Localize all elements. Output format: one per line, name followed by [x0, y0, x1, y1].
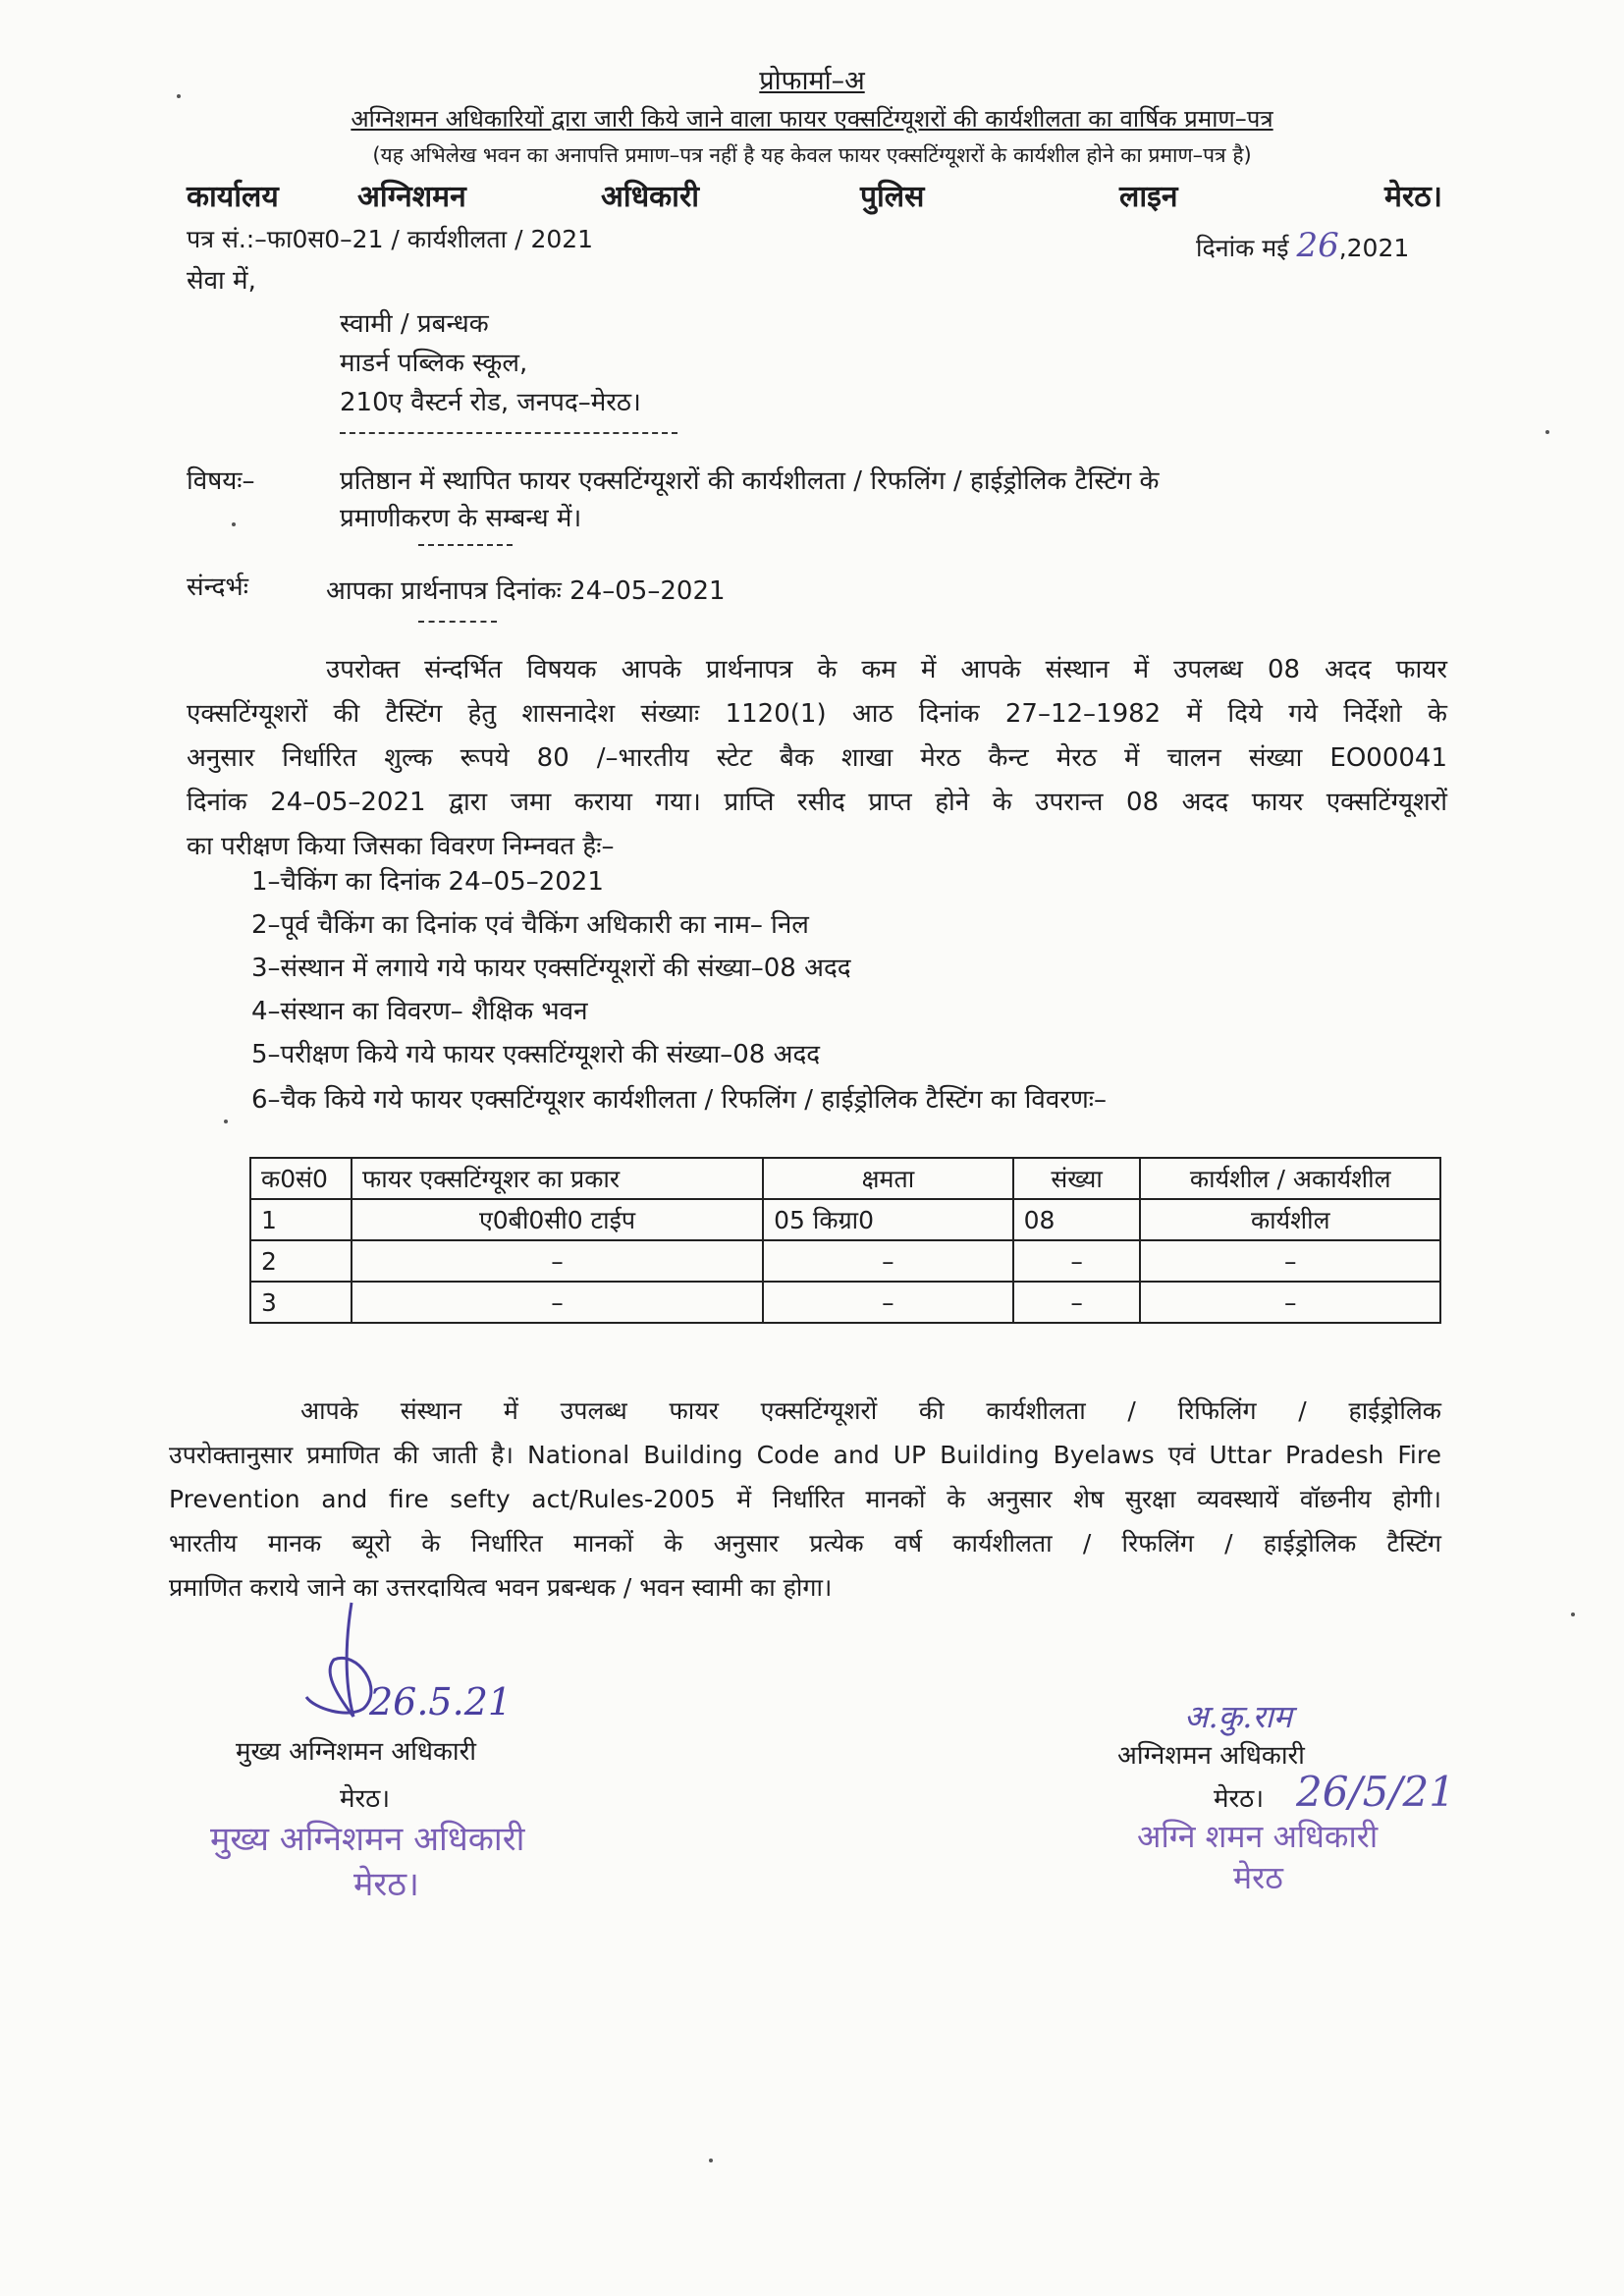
- para1-line: का परीक्षण किया जिसका विवरण निम्नवत हैः–: [187, 832, 615, 861]
- cell-status: –: [1140, 1282, 1440, 1323]
- office-word-3: अधिकारी: [601, 180, 699, 214]
- table-row: [250, 1240, 1440, 1282]
- scan-speck: [177, 94, 181, 98]
- disclaimer: (यह अभिलेख भवन का अनापत्ति प्रमाण–पत्र नहीं है यह केवल फायर एक्सटिंग्यूशरों के कार्यशील होने का प्रमाण–पत्र है): [372, 143, 1252, 167]
- reference-text: आपका प्रार्थनापत्र दिनांकः 24–05–2021: [326, 576, 726, 606]
- header-capacity: क्षमता: [763, 1158, 1013, 1199]
- para1-line: अनुसार निर्धारित शुल्क रूपये 80 /–भारतीय स्टेट बैक शाखा मेरठ कैन्ट मेरठ में चालन संख्या EO00041: [187, 743, 1447, 773]
- date-day-handwritten: 26: [1296, 226, 1339, 265]
- cell-capacity: 05 किग्रा0: [763, 1199, 1013, 1240]
- scan-speck: [224, 1120, 228, 1123]
- left-signatory-place: मेरठ।: [340, 1784, 391, 1814]
- left-stamp-line-1: मुख्य अग्निशमन अधिकारी: [210, 1820, 525, 1859]
- list-item: 1–चैकिंग का दिनांक 24–05–2021: [251, 867, 604, 897]
- cell-serial: 2: [250, 1240, 352, 1282]
- table-header-row: [250, 1158, 1440, 1199]
- subject-label: विषयः–: [187, 466, 255, 496]
- list-item: 4–संस्थान का विवरण– शैक्षिक भवन: [251, 997, 588, 1026]
- cell-serial: 3: [250, 1282, 352, 1323]
- date-prefix: दिनांक मई: [1196, 234, 1289, 262]
- header-status: कार्यशील / अकार्यशील: [1140, 1158, 1440, 1199]
- para2-line: Prevention and fire sefty act/Rules-2005 में निर्धारित मानकों के अनुसार शेष सुरक्षा व्यवस्थायें वॉछनीय होगी।: [169, 1485, 1441, 1513]
- cell-type: –: [352, 1282, 763, 1323]
- left-stamp-line-2: मेरठ।: [353, 1865, 419, 1904]
- list-item: 6–चैक किये गये फायर एक्सटिंग्यूशर कार्यशीलता / रिफलिंग / हाईड्रोलिक टैस्टिंग का विवरणः–: [251, 1085, 1108, 1115]
- scan-speck: [1571, 1613, 1575, 1616]
- date-year: ,2021: [1338, 234, 1410, 262]
- right-signatory-title: अग्निशमन अधिकारी: [1117, 1741, 1305, 1771]
- office-word-2: अग्निशमन: [357, 180, 466, 214]
- extinguisher-table: [249, 1157, 1441, 1324]
- table-row: [250, 1199, 1440, 1240]
- salutation: सेवा में,: [187, 266, 256, 296]
- cell-quantity: –: [1013, 1282, 1141, 1323]
- scan-speck: [709, 2159, 713, 2162]
- form-name: प्रोफार्मा–अ: [759, 66, 865, 96]
- addressee-line-2: माडर्न पब्लिक स्कूल,: [340, 349, 528, 378]
- certificate-title: अग्निशमन अधिकारियों द्वारा जारी किये जाने वाला फायर एक्सटिंग्यूशरों की कार्यशीलता का वार्षिक प्रमाण–पत्र: [351, 105, 1273, 133]
- addressee-line-3: 210ए वैस्टर्न रोड, जनपद–मेरठ।: [340, 388, 641, 417]
- body-paragraph-1: [187, 648, 1447, 869]
- para2-line: प्रमाणित कराये जाने का उत्तरदायित्व भवन प्रबन्धक / भवन स्वामी का होगा।: [169, 1573, 833, 1602]
- cell-capacity: –: [763, 1240, 1013, 1282]
- reference-number: पत्र सं.:–फा0स0–21 / कार्यशीलता / 2021: [187, 225, 594, 253]
- cell-status: –: [1140, 1240, 1440, 1282]
- para2-line: उपरोक्तानुसार प्रमाणित की जाती है। National Building Code and UP Building Byelaws एवं Uttar Pradesh Fire: [169, 1441, 1441, 1469]
- subject-divider: [418, 544, 513, 546]
- cell-capacity: –: [763, 1282, 1013, 1323]
- office-word-5: लाइन: [1119, 180, 1178, 214]
- scan-speck: [1545, 430, 1549, 434]
- office-word-1: कार्यालय: [187, 180, 279, 214]
- right-stamp-line-1: अग्नि शमन अधिकारी: [1137, 1818, 1379, 1855]
- right-signatory-place: मेरठ।: [1214, 1784, 1265, 1814]
- para2-line: भारतीय मानक ब्यूरो के निर्धारित मानकों के अनुसार प्रत्येक वर्ष कार्यशीलता / रिफलिंग / हाईड्रोलिक टैस्टिंग: [169, 1529, 1441, 1558]
- right-stamp-line-2: मेरठ: [1233, 1859, 1283, 1896]
- office-word-6: मेरठ।: [1384, 180, 1443, 214]
- cell-quantity: 08: [1013, 1199, 1141, 1240]
- scan-speck: [232, 522, 236, 526]
- office-word-4: पुलिस: [860, 180, 925, 214]
- subject-line-2: प्रमाणीकरण के सम्बन्ध में।: [340, 504, 582, 533]
- addressee-divider: [340, 432, 677, 434]
- para2-line: आपके संस्थान में उपलब्ध फायर एक्सटिंग्यूशरों की कार्यशीलता / रिफिलिंग / हाईड्रोलिक: [300, 1396, 1441, 1425]
- subject-line-1: प्रतिष्ठान में स्थापित फायर एक्सटिंग्यूशरों की कार्यशीलता / रिफलिंग / हाईड्रोलिक टैस्टिंग के: [340, 466, 1160, 496]
- reference-label: संन्दर्भः: [187, 573, 248, 602]
- right-signature-date: 26/5/21: [1296, 1768, 1455, 1816]
- table-row: [250, 1282, 1440, 1323]
- list-item: 5–परीक्षण किये गये फायर एक्सटिंग्यूशरो की संख्या–08 अदद: [251, 1040, 821, 1069]
- header-quantity: संख्या: [1013, 1158, 1141, 1199]
- para1-line: दिनांक 24–05–2021 द्वारा जमा कराया गया। प्राप्ति रसीद प्राप्त होने के उपरान्त 08 अदद फायर एक्सटिंग्यूशरों: [187, 788, 1447, 817]
- header-type: फायर एक्सटिंग्यूशर का प्रकार: [352, 1158, 763, 1199]
- left-signatory-title: मुख्य अग्निशमन अधिकारी: [236, 1737, 477, 1767]
- cell-type: ए0बी0सी0 टाईप: [352, 1199, 763, 1240]
- addressee-line-1: स्वामी / प्रबन्धक: [340, 309, 489, 339]
- list-item: 2–पूर्व चैकिंग का दिनांक एवं चैकिंग अधिकारी का नाम– निल: [251, 910, 809, 940]
- right-signature-initials: अ.कु.राम: [1184, 1698, 1292, 1735]
- cell-quantity: –: [1013, 1240, 1141, 1282]
- cell-status: कार्यशील: [1140, 1199, 1440, 1240]
- left-signature: [295, 1601, 550, 1728]
- para1-line: एक्सटिंग्यूशरों की टैस्टिंग हेतु शासनादेश संख्याः 1120(1) आठ दिनांक 27–12–1982 में दिये गये निर्देशो के: [187, 699, 1447, 729]
- body-paragraph-2: [169, 1389, 1441, 1610]
- reference-divider: [418, 621, 497, 623]
- cell-serial: 1: [250, 1199, 352, 1240]
- cell-type: –: [352, 1240, 763, 1282]
- para1-line: उपरोक्त संन्दर्भित विषयक आपके प्रार्थनापत्र के कम में आपके संस्थान में उपलब्ध 08 अदद फायर: [326, 655, 1447, 684]
- header-serial: क0सं0: [250, 1158, 352, 1199]
- list-item: 3–संस्थान में लगाये गये फायर एक्सटिंग्यूशरों की संख्या–08 अदद: [251, 954, 851, 983]
- left-signature-date: 26.5.21: [369, 1680, 513, 1723]
- letter-date: [1196, 226, 1409, 265]
